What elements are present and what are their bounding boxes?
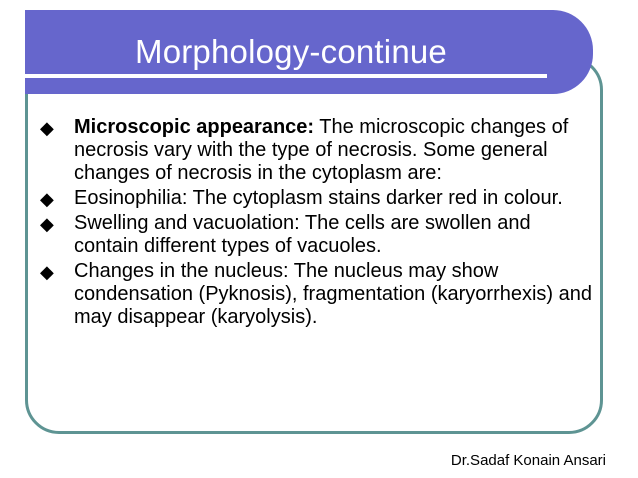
slide-title: Morphology-continue bbox=[135, 33, 447, 70]
bullet-item-nucleus-changes bbox=[40, 260, 595, 329]
bullet-text: Eosinophilia: The cytoplasm stains darker red in colour. bbox=[74, 187, 563, 209]
bullet-item-swelling bbox=[40, 212, 595, 258]
bullet-icon: ◆ bbox=[40, 262, 54, 282]
bullet-list bbox=[40, 116, 595, 331]
bullet-lead: Microscopic appearance: bbox=[74, 116, 315, 138]
bullet-text: Swelling and vacuolation: The cells are swollen and contain different types of vacuoles. bbox=[74, 212, 531, 257]
bullet-icon: ◆ bbox=[40, 189, 54, 209]
bullet-text: Changes in the nucleus: The nucleus may show condensation (Pyknosis), fragmentation (karyorrhexis) and may disappear (karyolysis). bbox=[74, 260, 593, 328]
bullet-icon: ◆ bbox=[40, 214, 54, 234]
bullet-icon: ◆ bbox=[40, 118, 54, 138]
bullet-item-microscopic-appearance bbox=[40, 116, 595, 185]
bullet-item-eosinophilia bbox=[40, 187, 595, 210]
author-footer: Dr.Sadaf Konain Ansari bbox=[450, 452, 606, 469]
bullet-text: The microscopic changes of necrosis vary with the type of necrosis. Some general changes of necrosis in the cytoplasm are: bbox=[74, 116, 569, 184]
